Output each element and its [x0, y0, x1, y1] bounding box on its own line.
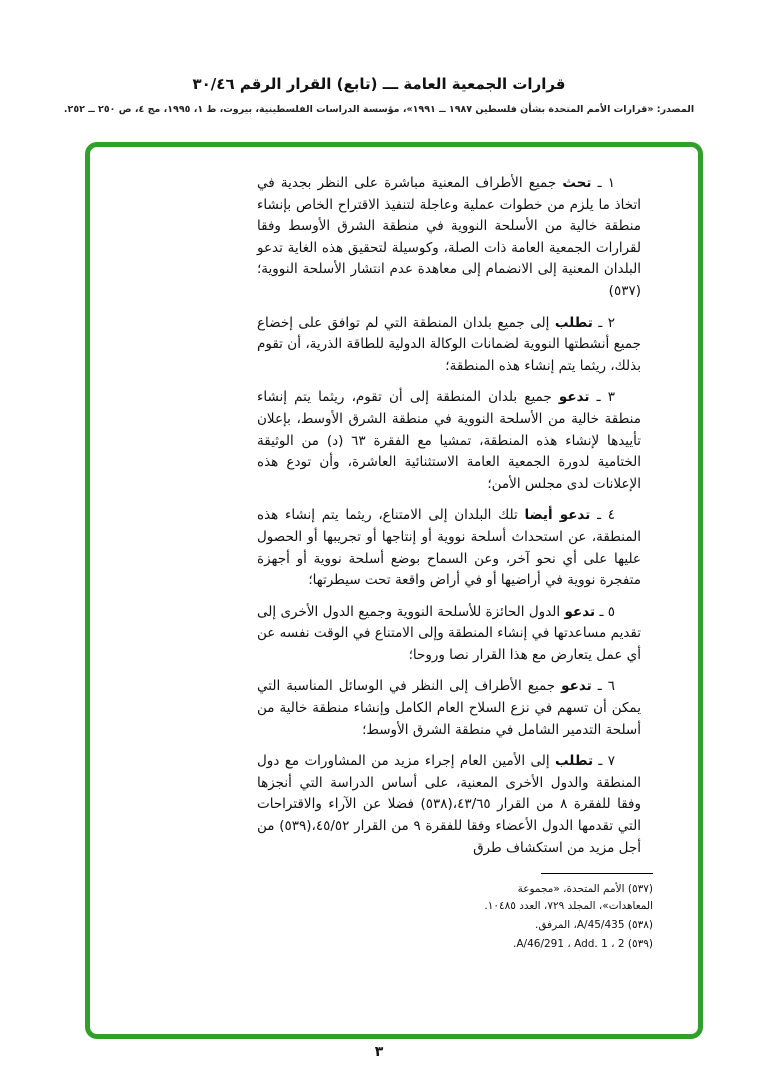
- footnote-marker: (٥٣٧): [627, 883, 653, 896]
- paragraph-text: إلى جميع بلدان المنطقة التي لم توافق على إخضاع جميع أنشطتها النووية لضمانات الوكالة الدولية للطاقة الذرية، أن تقوم بذلك، ريثما يتم إنشاء هذه المنطقة؛: [257, 314, 641, 374]
- footnote-text: A/46/291 ، Add. 1 ، 2.: [513, 938, 625, 951]
- footnote-537: [477, 881, 653, 915]
- footnote-text: الأمم المتحدة، «مجموعة المعاهدات»، المجلد ٧٢٩، العدد ١٠٤٨٥.: [484, 883, 653, 913]
- paragraph-text: الدول الحائزة للأسلحة النووية وجميع الدول الأخرى إلى تقديم مساعدتها في إنشاء المنطقة وإلى الامتناع في الوقت نفسه عن أي عمل يتعارض مع هذا القرار نصا وروحا؛: [257, 603, 641, 663]
- operative-verb: تدعو أيضا: [524, 507, 591, 524]
- footnote-text: A/45/435، المرفق.: [535, 919, 625, 932]
- operative-verb: تطلب: [555, 753, 594, 770]
- paragraph-text: إلى الأمين العام إجراء مزيد من المشاورات مع دول المنطقة والدول الأخرى المعنية، على أساس الدراسة التي أنجزها وفقا للفقرة ٨ من القرار ٤٣/٦٥،(٥٣٨) فضلا عن الآراء والاقتراحات التي تقدمها الدول الأعضاء وفقا للفقرة ٩ من القرار ٤٥/٥٢،(٥٣٩) من أجل مزيد من استكشاف طرق: [257, 753, 642, 856]
- operative-verb: تطلب: [554, 314, 593, 331]
- operative-verb: تحث: [562, 175, 592, 191]
- paragraph-number: ٤ ـ: [597, 507, 616, 524]
- paragraph-text: جميع الأطراف المعنية مباشرة على النظر بجدية في اتخاذ ما يلزم من خطوات عملية وعاجلة لتنفيذ الاقتراح الخاص بإنشاء منطقة خالية من الأسلحة النووية في منطقة الشرق الأوسط وفقا لقرارات الجمعية العامة ذات الصلة، وكوسيلة لتحقيق هذه الغاية تدعو البلدان المعنية إلى الانضمام إلى معاهدة عدم انتشار الأسلحة النووية؛(٥٣٧): [257, 175, 641, 299]
- paragraph-text: تلك البلدان إلى الامتناع، ريثما يتم إنشاء هذه المنطقة، عن استحداث أسلحة نووية أو إنتاجها أو تجريبها أو الحصول عليها على أي نحو آخر، وعن السماح بوضع أسلحة نووية أو أجهزة متفجرة نووية في أراضيها أو في أراض واقعة تحت سيطرتها؛: [257, 507, 641, 589]
- paragraph-7: [257, 751, 641, 859]
- paragraph-1: [257, 173, 641, 303]
- paragraph-6: [257, 676, 641, 741]
- page-title: قرارات الجمعية العامة ـــ (تابع) القرار الرقم ٣٠/٤٦: [192, 75, 566, 93]
- paragraph-number: ٢ ـ: [598, 314, 615, 331]
- source-line: المصدر: «قرارات الأمم المتحدة بشأن فلسطين ١٩٨٧ ــ ١٩٩١»، مؤسسة الدراسات الفلسطينية، بيروت، ط ١، ١٩٩٥، مج ٤، ص ٢٥٠ ــ ٢٥٢.: [63, 104, 695, 115]
- content-frame: [85, 142, 703, 1039]
- footnote-marker: (٥٣٩): [627, 938, 653, 951]
- paragraph-text: جميع بلدان المنطقة إلى أن تقوم، ريثما يتم إنشاء منطقة خالية من الأسلحة النووية في منطقة الشرق الأوسط، بإعلان تأييدها لإنشاء هذه المنطقة، تمشيا مع الفقرة ٦٣ (د) من الوثيقة الختامية لدورة الجمعية العامة الاستثنائية العاشرة، وأن تودع هذه الإعلانات لدى مجلس الأمن؛: [257, 389, 641, 492]
- paragraph-number: ٦ ـ: [597, 678, 616, 695]
- footnotes-section: [477, 873, 653, 953]
- paragraph-number: ٥ ـ: [599, 603, 616, 620]
- paragraph-number: ١ ـ: [597, 175, 615, 191]
- paragraph-number: ٧ ـ: [598, 753, 616, 770]
- paragraph-2: [257, 313, 641, 378]
- footnote-separator: [541, 873, 653, 874]
- paragraph-4: [257, 505, 641, 591]
- paragraph-3: [257, 387, 641, 495]
- operative-verb: تدعو: [561, 678, 592, 695]
- footnote-539: [477, 936, 653, 953]
- operative-verb: تدعو: [558, 389, 590, 406]
- page-number: ٣: [374, 1044, 384, 1060]
- paragraph-text: جميع الأطراف إلى النظر في الوسائل المناسبة التي يمكن أن تسهم في نزع السلاح العام الكامل وإنشاء منطقة خالية من أسلحة التدمير الشامل في منطقة الشرق الأوسط؛: [257, 678, 641, 738]
- paragraph-number: ٣ ـ: [596, 389, 616, 406]
- operative-verb: تدعو: [564, 603, 596, 620]
- resolution-body: [257, 173, 641, 859]
- paragraph-5: [257, 602, 641, 667]
- footnote-538: [477, 917, 653, 934]
- footnote-marker: (٥٣٨): [627, 919, 653, 932]
